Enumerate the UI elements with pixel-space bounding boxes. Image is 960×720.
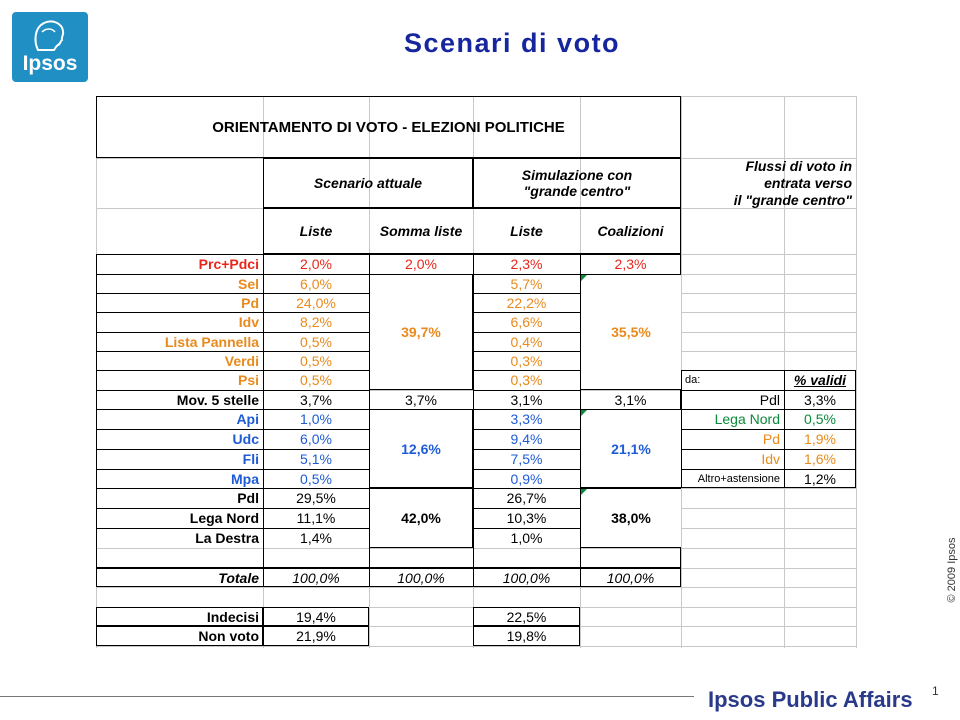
flow-valid-value: 1,2%	[804, 470, 836, 487]
right-bloc-sum: 42,0%	[369, 488, 473, 548]
current-list-value: 6,0%	[300, 275, 332, 292]
row-separator	[96, 429, 369, 430]
grid-hline	[96, 646, 856, 647]
flow-source-name: Pdl	[759, 391, 780, 408]
grid-hline	[96, 587, 856, 588]
flow-valid-value: 1,9%	[804, 431, 836, 447]
simulation-list-value: 26,7%	[506, 490, 547, 506]
current-list-value: 29,5%	[296, 490, 336, 506]
logo-text: Ipsos	[22, 52, 78, 75]
party-name: Idv	[238, 314, 259, 330]
extra-current: 19,4%	[296, 608, 336, 625]
current-list-value: 1,0%	[300, 411, 332, 427]
column-divider	[580, 254, 581, 568]
party-name: Pd	[241, 294, 259, 311]
party-name: Api	[236, 411, 259, 427]
simulation-list-value: 3,1%	[510, 391, 543, 408]
extra-row-label: Indecisi	[206, 608, 259, 625]
row-separator	[96, 469, 369, 470]
total-sum: 100,0%	[397, 569, 445, 586]
flow-source-name: Pd	[762, 431, 780, 447]
flow-row-line	[681, 449, 856, 450]
row-separator	[473, 449, 580, 450]
total-label: Totale	[218, 569, 259, 586]
footer-divider	[0, 696, 694, 697]
grid-vline	[856, 96, 857, 648]
party-name: Udc	[232, 431, 259, 447]
party-name: Prc+Pdci	[198, 256, 259, 272]
column-divider	[263, 254, 264, 568]
total-divider	[473, 568, 474, 587]
current-list-value: 0,5%	[300, 352, 332, 369]
cell-comment-marker	[581, 275, 587, 281]
page-number: 1	[932, 684, 939, 698]
row-separator	[473, 274, 580, 275]
flow-valid-value: 3,3%	[804, 391, 836, 408]
row-separator	[473, 332, 580, 333]
simulation-list-value: 2,3%	[510, 256, 543, 272]
left-bloc-coalition: 35,5%	[580, 274, 681, 390]
simulation-list-value: 0,4%	[510, 333, 543, 350]
column-header: Somma liste	[379, 223, 463, 239]
flow-row-line	[681, 469, 856, 470]
cell-comment-marker	[581, 489, 587, 495]
flows-divider	[784, 370, 785, 488]
current-list-value: 3,7%	[300, 391, 332, 408]
simulation-list-value: 3,3%	[510, 411, 543, 427]
simulation-list-value: 22,2%	[506, 294, 547, 311]
simulation-list-value: 5,7%	[510, 275, 543, 292]
page-title: Scenari di voto	[404, 28, 621, 58]
vote-table	[96, 96, 856, 648]
extra-simulation: 22,5%	[506, 608, 547, 625]
flow-source-name: Altro+astensione	[697, 472, 780, 485]
row-separator	[96, 390, 369, 391]
simulation-list-value: 9,4%	[510, 431, 543, 447]
row-separator	[96, 409, 369, 410]
party-name: Verdi	[224, 352, 259, 369]
total-divider	[580, 568, 581, 587]
row-separator	[473, 254, 580, 255]
row-separator	[473, 293, 580, 294]
simulation-list-value: 0,9%	[510, 470, 543, 487]
simulation-list-value: 0,3%	[510, 352, 543, 369]
flows-header: Flussi di voto in entrata verso il "grande centro"	[733, 158, 852, 208]
flow-source-name: Idv	[761, 451, 780, 467]
total-divider	[263, 568, 264, 587]
cell-comment-marker	[581, 410, 587, 416]
current-scenario-header: Scenario attuale	[313, 175, 423, 191]
party-name: Lista Pannella	[164, 333, 259, 350]
right-bloc-coalition: 38,0%	[580, 488, 681, 548]
row-separator	[473, 351, 580, 352]
party-name: Fli	[242, 451, 259, 467]
column-header: Liste	[510, 223, 543, 239]
row-separator	[96, 508, 369, 509]
row-separator	[473, 469, 580, 470]
current-list-value: 5,1%	[300, 451, 332, 467]
simulation-header: Simulazione con "grande centro"	[521, 167, 633, 199]
current-list-value: 2,0%	[300, 256, 332, 272]
flow-row-line	[681, 409, 856, 410]
center-bloc-coalition: 21,1%	[580, 409, 681, 488]
coalition-value: 2,3%	[614, 256, 647, 272]
simulation-list-value: 1,0%	[510, 530, 543, 546]
row-separator	[96, 254, 369, 255]
row-separator	[96, 312, 369, 313]
row-separator	[96, 274, 369, 275]
current-list-value: 0,5%	[300, 372, 332, 388]
column-divider	[369, 254, 370, 568]
column-divider	[473, 254, 474, 568]
flow-source-name: Lega Nord	[714, 411, 780, 427]
simulation-list-value: 0,3%	[510, 372, 543, 388]
column-header: Liste	[299, 223, 333, 239]
table-title: ORIENTAMENTO DI VOTO - ELEZIONI POLITICHE	[212, 118, 565, 136]
party-name: La Destra	[195, 530, 259, 546]
row-separator	[473, 508, 580, 509]
current-list-value: 0,5%	[300, 333, 332, 350]
row-separator	[473, 488, 580, 489]
column-header: Coalizioni	[597, 223, 664, 239]
row-separator	[473, 409, 580, 410]
head-silhouette-icon	[30, 18, 68, 52]
row-separator	[96, 528, 369, 529]
row-separator	[96, 370, 369, 371]
ipsos-logo	[12, 12, 88, 82]
simulation-list-value: 6,6%	[510, 314, 543, 330]
row-separator	[473, 312, 580, 313]
left-bloc-sum: 39,7%	[369, 274, 473, 390]
current-list-value: 1,4%	[300, 530, 332, 546]
flow-valid-value: 1,6%	[804, 451, 836, 467]
row-separator	[473, 429, 580, 430]
row-separator	[473, 390, 580, 391]
total-current: 100,0%	[292, 569, 340, 586]
flow-row-line	[681, 429, 856, 430]
current-sum-value: 2,0%	[405, 256, 437, 272]
copyright-text: © 2009 Ipsos	[946, 537, 958, 603]
row-separator	[96, 449, 369, 450]
flows-from-label: da:	[685, 374, 701, 386]
simulation-list-value: 7,5%	[510, 451, 543, 467]
current-list-value: 0,5%	[300, 470, 332, 487]
flow-row-line	[681, 390, 856, 391]
current-list-value: 24,0%	[296, 294, 336, 311]
simulation-list-value: 10,3%	[506, 510, 547, 526]
extra-row-label: Non voto	[198, 628, 259, 644]
footer-brand: Ipsos Public Affairs	[708, 687, 913, 712]
current-list-value: 6,0%	[300, 431, 332, 447]
row-separator	[473, 370, 580, 371]
current-list-value: 11,1%	[296, 510, 336, 526]
center-bloc-sum: 12,6%	[369, 409, 473, 488]
party-name: Lega Nord	[189, 510, 259, 526]
party-name: Psi	[237, 372, 259, 388]
row-separator	[96, 332, 369, 333]
row-separator	[96, 351, 369, 352]
total-divider	[369, 568, 370, 587]
flows-valid-header: % validi	[793, 372, 847, 388]
party-name: Pdl	[237, 490, 259, 506]
flow-valid-value: 0,5%	[804, 411, 836, 427]
row-separator	[473, 528, 580, 529]
current-list-value: 8,2%	[300, 314, 332, 330]
party-name: Mpa	[231, 470, 259, 487]
total-coalition: 100,0%	[606, 569, 655, 586]
coalition-value: 3,1%	[614, 391, 647, 408]
row-separator	[96, 488, 369, 489]
row-separator	[96, 293, 369, 294]
current-sum-value: 3,7%	[405, 391, 437, 408]
party-name: Mov. 5 stelle	[176, 391, 259, 408]
extra-current: 21,9%	[296, 628, 336, 644]
party-name: Sel	[237, 275, 259, 292]
total-simulation: 100,0%	[502, 569, 551, 586]
extra-simulation: 19,8%	[506, 628, 547, 644]
